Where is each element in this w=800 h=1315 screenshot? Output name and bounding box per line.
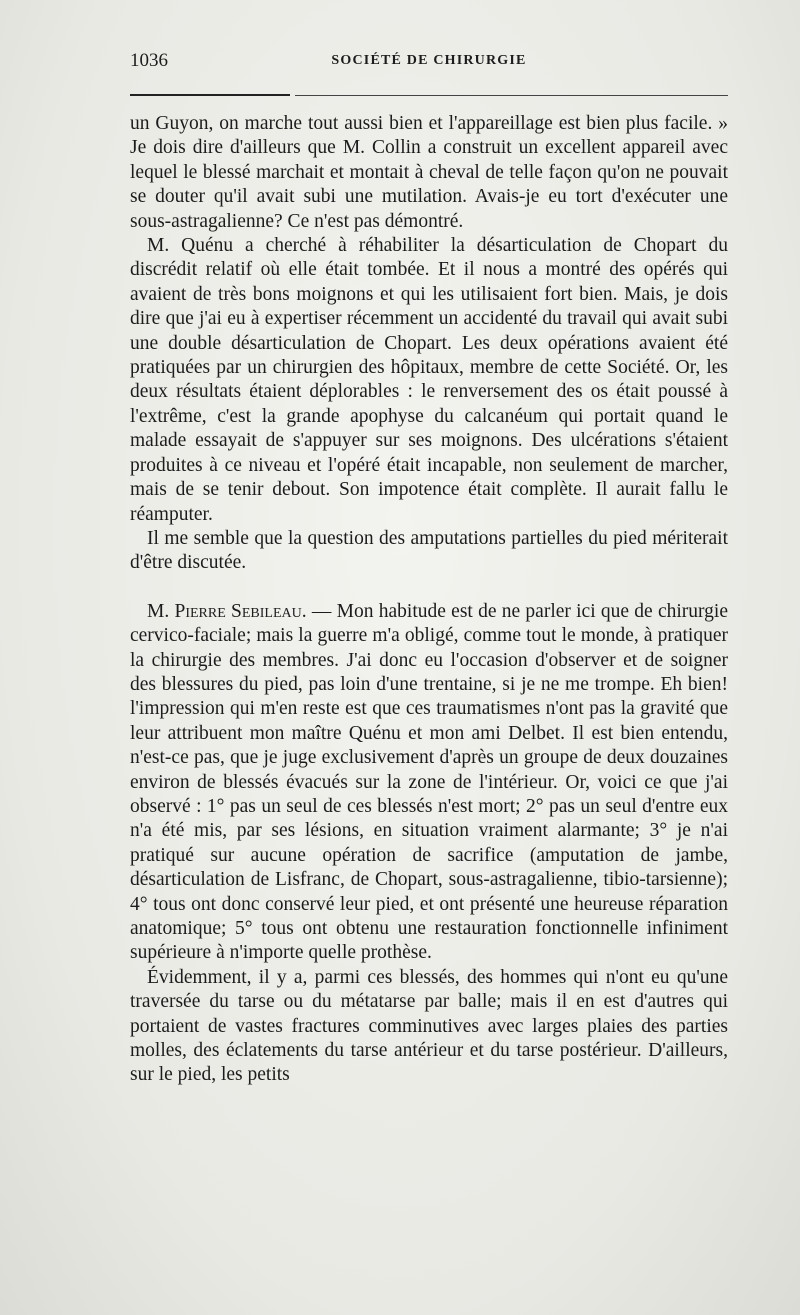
speaker-name: Pierre Sebileau.: [174, 600, 307, 622]
header-rule-thin: [295, 95, 728, 96]
paragraph-continuation: un Guyon, on marche tout aussi bien et l'appareillage est bien plus facile. » Je dois dire d'ailleurs que M. Collin a construit un excellent appareil avec lequel le blessé marchait et montait à cheval de telle façon qu'on ne pouvait se douter qu'il avait subi une mutilation. Avais-je eu tort d'exécuter une sous-astragalienne? Ce n'est pas démontré.: [130, 113, 728, 232]
speaker-prefix: M.: [147, 600, 170, 622]
section-gap: [130, 576, 728, 600]
page-header: [130, 50, 728, 74]
page-number: 1036: [130, 50, 168, 71]
header-rule-thick: [130, 94, 290, 96]
paragraph-sebileau: [130, 600, 728, 966]
paragraph-quenu: M. Quénu a cherché à réhabiliter la désarticulation de Chopart du discrédit relatif où elle était tombée. Et il nous a montré des opérés qui avaient de très bons moignons et qui les utilisaient fort bien. Mais, je dois dire que j'ai eu à expertiser récemment un accidenté du travail qui avait subi une double désarticulation de Chopart. Les deux opérations avaient été pratiquées par un chirurgien des hôpitaux, membre de cette Société. Or, les deux résultats étaient déplorables : le renversement des os était poussé à l'extrême, c'est la grande apophyse du calcanéum qui portait quand le malade essayait de s'appuyer sur ses moignons. Des ulcérations s'étaient produites à ce niveau et l'opéré était incapable, non seulement de marcher, mais de se tenir debout. Son impotence était complète. Il aurait fallu le réamputer.: [130, 235, 728, 525]
paragraph-question: Il me semble que la question des amputations partielles du pied mériterait d'être discutée.: [130, 527, 728, 574]
speaker-text: — Mon habitude est de ne parler ici que de chirurgie cervico-faciale; mais la guerre m'a obligé, comme tout le monde, à pratiquer la chirurgie des membres. J'ai donc eu l'occasion d'observer et de soigner des blessures du pied, pas loin d'une trentaine, si je ne me trompe. Eh bien! l'impression qui m'en reste est que ces traumatismes n'ont pas la gravité que leur attribuent mon maître Quénu et mon ami Delbet. Il est bien entendu, n'est-ce pas, que je juge exclusivement d'après un groupe de deux douzaines environ de blessés évacués sur la zone de l'intérieur. Or, voici ce que j'ai observé : 1° pas un seul de ces blessés n'est mort; 2° pas un seul d'entre eux n'a été mis, par ses lésions, en situation vraiment alarmante; 3° je n'ai pratiqué sur aucune opération de sacrifice (amputation de jambe, désarticulation de Lisfranc, de Chopart, sous-astragalienne, tibio-tarsienne); 4° tous ont donc conservé leur pied, et ont présenté une heureuse réparation anatomique; 5° tous ont obtenu une restauration fonctionnelle infiniment supérieure à n'importe quelle prothèse.: [130, 600, 729, 964]
body-text: [130, 112, 728, 1088]
paragraph-evidemment: Évidemment, il y a, parmi ces blessés, des hommes qui n'ont eu qu'une traversée du tarse ou du métatarse par balle; mais il en est d'autres qui portaient de vastes fractures comminutives avec larges plaies des parties molles, des éclatements du tarse antérieur et du tarse postérieur. D'ailleurs, sur le pied, les petits: [130, 966, 728, 1086]
running-head: SOCIÉTÉ DE CHIRURGIE: [331, 53, 527, 68]
